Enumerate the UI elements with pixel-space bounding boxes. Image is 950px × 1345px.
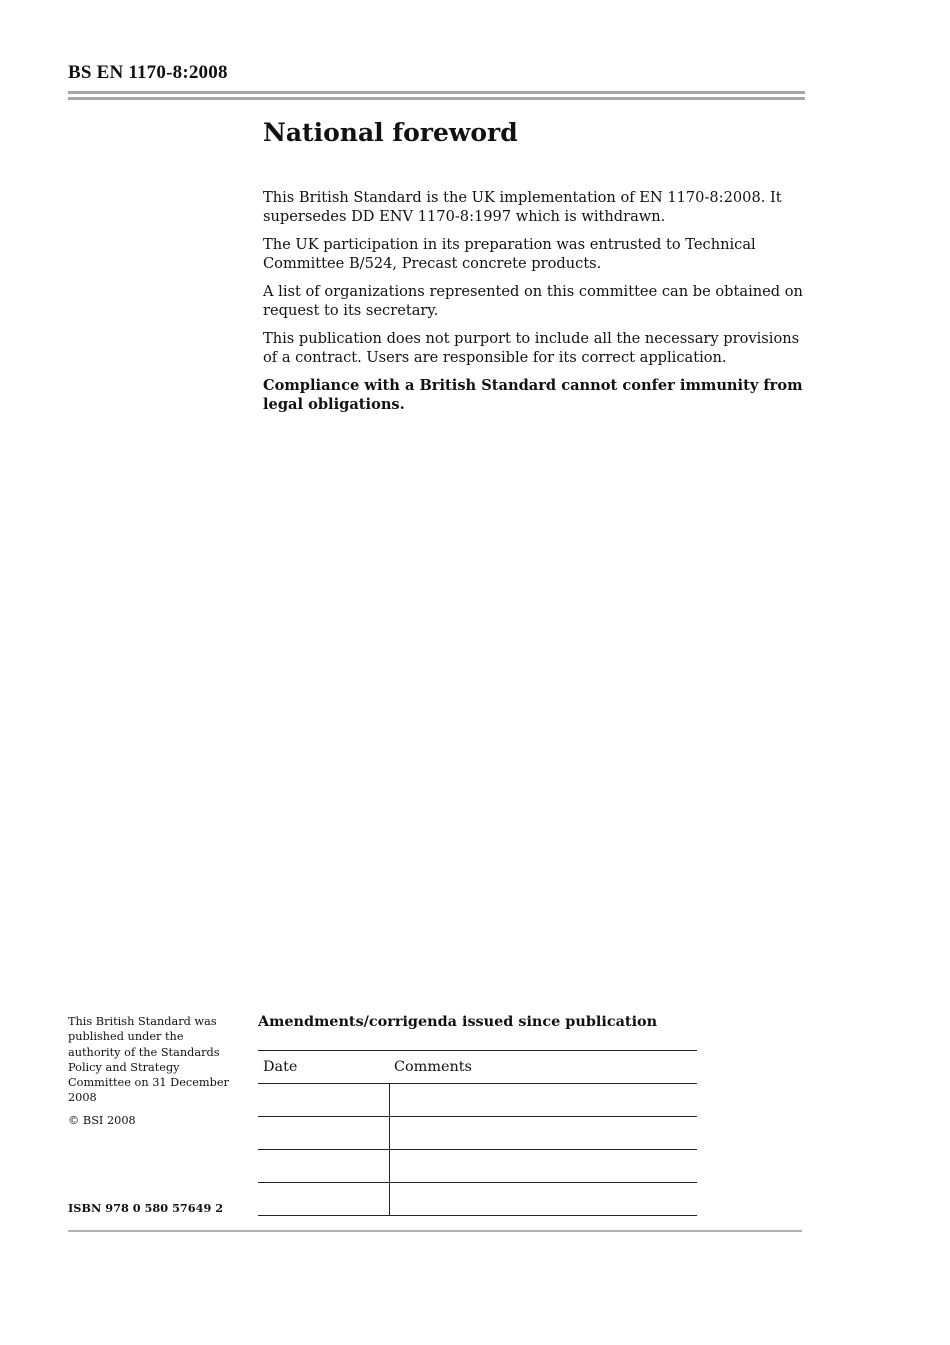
document-code: BS EN 1170-8:2008 — [68, 62, 228, 83]
comments-cell — [389, 1150, 697, 1183]
paragraph-committee: The UK participation in its preparation was entrusted to Technical Committee B/524, Precast concrete products. — [263, 235, 756, 273]
table-row — [258, 1183, 697, 1216]
publication-sidebar — [68, 1014, 230, 1135]
date-cell — [258, 1183, 389, 1216]
footer-rule — [68, 1230, 802, 1232]
comments-cell — [389, 1084, 697, 1117]
table-header-row — [258, 1051, 697, 1084]
paragraph-organizations: A list of organizations represented on this committee can be obtained on request to its secretary. — [263, 282, 803, 320]
table-row — [258, 1084, 697, 1117]
date-cell — [258, 1150, 389, 1183]
column-header-comments: Comments — [389, 1051, 697, 1084]
compliance-note: Compliance with a British Standard cannot confer immunity from legal obligations. — [263, 376, 803, 413]
date-cell — [258, 1117, 389, 1150]
amendments-table — [258, 1050, 697, 1216]
isbn: ISBN 978 0 580 57649 2 — [68, 1201, 224, 1215]
table-row — [258, 1117, 697, 1150]
copyright-notice: © BSI 2008 — [68, 1113, 136, 1127]
comments-cell — [389, 1117, 697, 1150]
date-cell — [258, 1084, 389, 1117]
amendments-heading: Amendments/corrigenda issued since publication — [258, 1013, 658, 1030]
paragraph-implementation: This British Standard is the UK implementation of EN 1170-8:2008. It supersedes DD ENV 1170-8:1997 which is withdrawn. — [263, 189, 782, 226]
column-header-date: Date — [258, 1051, 389, 1084]
page-title: National foreword — [263, 118, 518, 147]
paragraph-provisions: This publication does not purport to include all the necessary provisions of a contract. Users are responsible for its correct application. — [263, 329, 800, 366]
foreword-body — [263, 188, 808, 423]
header-double-rule — [68, 91, 805, 101]
publication-note: This British Standard was published under the authority of the Standards Policy and Strategy Committee on 31 December 2008 — [68, 1015, 229, 1105]
comments-cell — [389, 1183, 697, 1216]
table-row — [258, 1150, 697, 1183]
